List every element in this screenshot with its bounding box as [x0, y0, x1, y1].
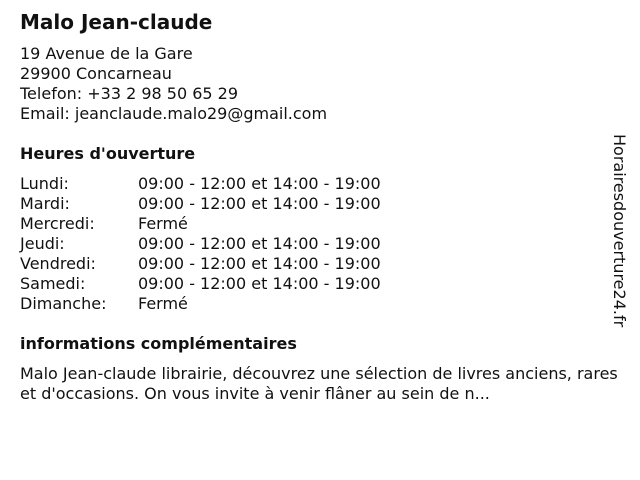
day-hours: Fermé: [138, 294, 188, 313]
hours-row-sunday: [20, 294, 620, 314]
address-city: 29900 Concarneau: [20, 64, 172, 83]
contact-block: [20, 44, 620, 124]
day-label: Dimanche:: [20, 294, 107, 313]
business-card: [20, 10, 620, 404]
day-hours: 09:00 - 12:00 et 14:00 - 19:00: [138, 274, 381, 293]
day-hours: 09:00 - 12:00 et 14:00 - 19:00: [138, 234, 381, 253]
day-label: Mardi:: [20, 194, 70, 213]
hours-row-friday: [20, 254, 620, 274]
hours-row-thursday: [20, 234, 620, 254]
hours-row-monday: [20, 174, 620, 194]
day-label: Samedi:: [20, 274, 86, 293]
day-hours: 09:00 - 12:00 et 14:00 - 19:00: [138, 254, 381, 273]
opening-hours-table: [20, 174, 620, 314]
hours-row-saturday: [20, 274, 620, 294]
day-label: Mercredi:: [20, 214, 95, 233]
day-label: Vendredi:: [20, 254, 96, 273]
business-name: Malo Jean-claude: [20, 10, 213, 34]
hours-row-wednesday: [20, 214, 620, 234]
hours-row-tuesday: [20, 194, 620, 214]
day-hours: 09:00 - 12:00 et 14:00 - 19:00: [138, 174, 381, 193]
day-hours: Fermé: [138, 214, 188, 233]
additional-info-heading: informations complémentaires: [20, 334, 297, 353]
opening-hours-heading: Heures d'ouverture: [20, 144, 196, 163]
address-street: 19 Avenue de la Gare: [20, 44, 193, 63]
email-address[interactable]: Email: jeanclaude.malo29@gmail.com: [20, 104, 328, 123]
site-watermark: Horairesdouverture24.fr: [610, 134, 629, 328]
phone-number[interactable]: Telefon: +33 2 98 50 65 29: [20, 84, 239, 103]
day-hours: 09:00 - 12:00 et 14:00 - 19:00: [138, 194, 381, 213]
additional-info-text: Malo Jean-claude librairie, découvrez une sélection de livres anciens, rares et d'occasions. On vous invite à venir flâner au sein de n...: [20, 364, 618, 403]
day-label: Lundi:: [20, 174, 69, 193]
day-label: Jeudi:: [20, 234, 65, 253]
